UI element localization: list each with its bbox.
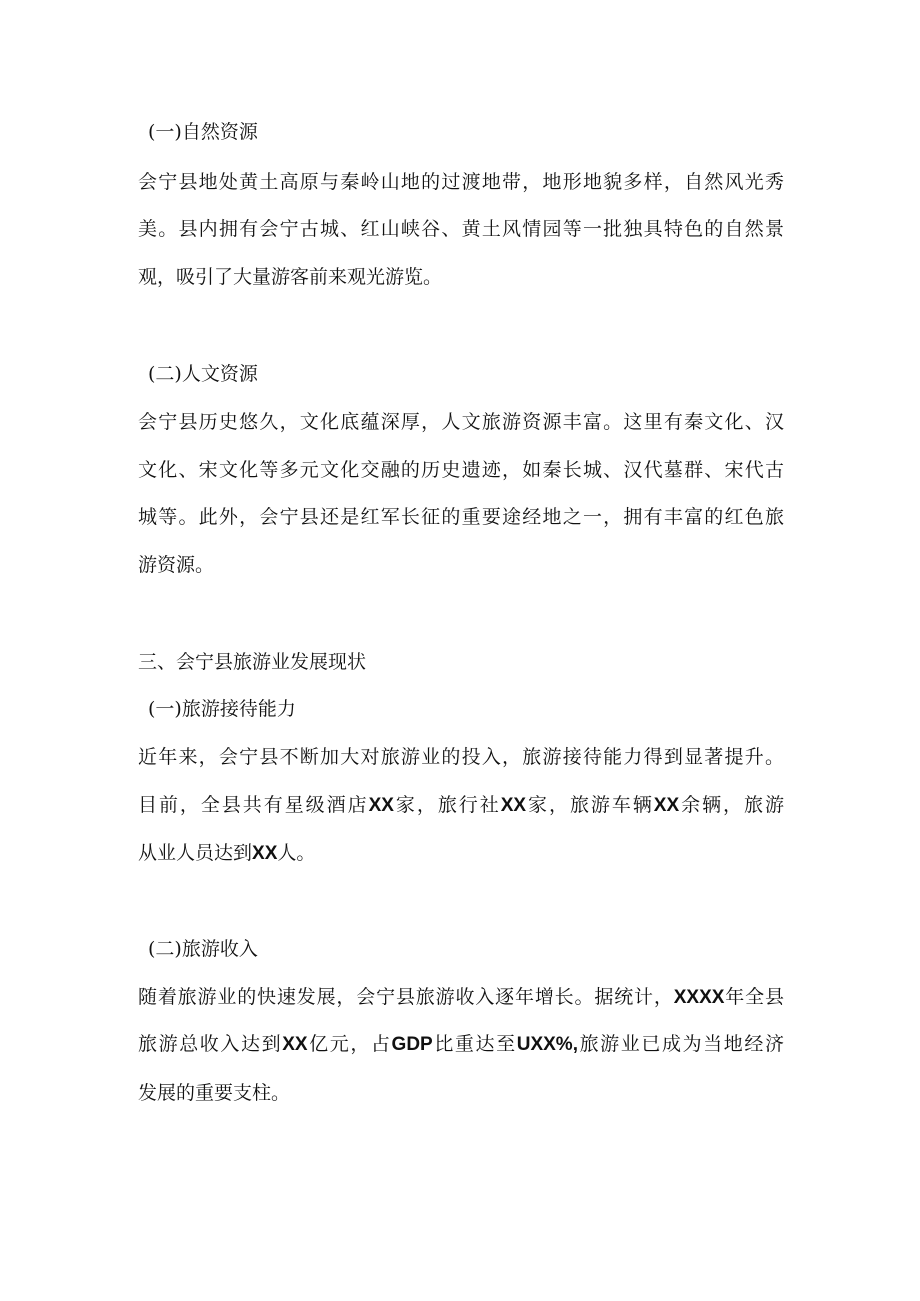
- paragraph-line: [138, 985, 784, 1010]
- section-heading-tourism-income: (二)旅游收入: [148, 938, 258, 960]
- chapter-heading: 三、会宁县旅游业发展现状: [138, 651, 367, 673]
- text-run: 亿元，占: [307, 1033, 392, 1055]
- placeholder-value: XX: [282, 1034, 308, 1055]
- text-run: 家，旅行社: [393, 794, 501, 816]
- section-heading-cultural-resources: (二)人文资源: [148, 363, 258, 385]
- paragraph-line: 会宁县历史悠久，文化底蕴深厚，人文旅游资源丰富。这里有秦文化、汉: [138, 411, 784, 433]
- paragraph-line: [138, 1032, 784, 1057]
- paragraph-line: 游资源。: [138, 554, 215, 576]
- paragraph-line: 观，吸引了大量游客前来观光游览。: [138, 266, 443, 288]
- text-run: 年全县: [724, 986, 784, 1008]
- placeholder-value: XX: [252, 843, 278, 864]
- gdp-label: GDP: [391, 1034, 433, 1055]
- paragraph-line: 近年来，会宁县不断加大对旅游业的投入，旅游接待能力得到显著提升。: [138, 746, 784, 768]
- placeholder-value: XX: [653, 795, 680, 816]
- text-run: 比重达至: [432, 1033, 517, 1055]
- paragraph-line: 会宁县地处黄土高原与秦岭山地的过渡地带，地形地貌多样，自然风光秀: [138, 171, 784, 193]
- text-run: 目前，全县共有星级酒店: [138, 794, 369, 816]
- text-run: 旅游总收入达到: [138, 1033, 283, 1055]
- text-run: 余辆，旅游: [679, 794, 784, 816]
- placeholder-value: XXXX: [673, 987, 725, 1008]
- text-run: 从业人员达到: [138, 842, 253, 864]
- paragraph-line: 发展的重要支柱。: [138, 1082, 291, 1104]
- text-run: 家，旅游车辆: [526, 794, 654, 816]
- paragraph-line: 美。县内拥有会宁古城、红山峡谷、黄土风情园等一批独具特色的自然景: [138, 218, 784, 240]
- paragraph-line: 文化、宋文化等多元文化交融的历史遗迹，如秦长城、汉代墓群、宋代古: [138, 459, 784, 481]
- text-run: 人。: [277, 842, 316, 864]
- paragraph-line: 城等。此外，会宁县还是红军长征的重要途经地之一，拥有丰富的红色旅: [138, 506, 784, 528]
- placeholder-value: XX: [500, 795, 527, 816]
- paragraph-line: [138, 841, 315, 866]
- section-heading-reception-capacity: (一)旅游接待能力: [148, 698, 296, 720]
- paragraph-line: [138, 793, 784, 818]
- text-run: 旅游业已成为当地经济: [577, 1033, 784, 1055]
- placeholder-value: XX: [368, 795, 394, 816]
- placeholder-value: UXX%,: [516, 1034, 578, 1055]
- section-heading-natural-resources: (一)自然资源: [148, 121, 258, 143]
- text-run: 随着旅游业的快速发展，会宁县旅游收入逐年增长。据统计，: [138, 986, 674, 1008]
